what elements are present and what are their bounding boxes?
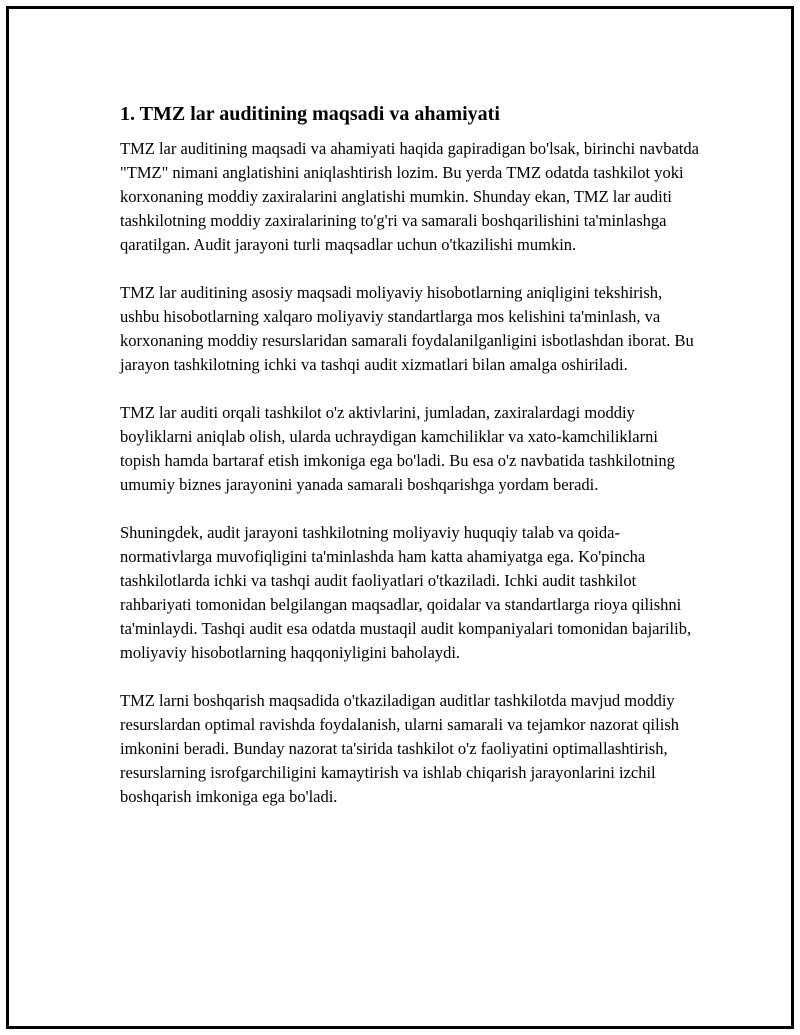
page-border: [6, 6, 794, 1029]
paragraph-2: TMZ lar auditining asosiy maqsadi moliyaviy hisobotlarning aniqligini tekshirish, ushbu hisobotlarning xalqaro moliyaviy standartlarga mos kelishini ta'minlash, va korxonaning moddiy resurslaridan samarali foydalanilganligini isbotlashdan iborat. Bu jarayon tashkilotning ichki va tashqi audit xizmatlari bilan amalga oshiriladi.: [120, 283, 694, 374]
section-heading: 1. TMZ lar auditining maqsadi va ahamiyati: [120, 103, 500, 125]
document-body: [120, 101, 700, 833]
paragraph-4: Shuningdek, audit jarayoni tashkilotning moliyaviy huquqiy talab va qoida-normativlarga muvofiqligini ta'minlashda ham katta ahamiyatga ega. Ko'pincha tashkilotlarda ichki va tashqi audit faoliyatlari o'tkaziladi. Ichki audit tashkilot rahbariyati tomonidan belgilangan maqsadlar, qoidalar va standartlarga rioya qilishni ta'minlaydi. Tashqi audit esa odatda mustaqil audit kompaniyalari tomonidan bajarilib, moliyaviy hisobotlarning haqqoniyligini baholaydi.: [120, 523, 692, 662]
paragraph-1: TMZ lar auditining maqsadi va ahamiyati haqida gapiradigan bo'lsak, birinchi navbatda "TMZ" nimani anglatishini aniqlashtirish lozim. Bu yerda TMZ odatda tashkilot yoki korxonaning moddiy zaxiralarini anglatishi mumkin. Shunday ekan, TMZ lar auditi tashkilotning moddiy zaxiralarining to'g'ri va samarali boshqarilishini ta'minlashga qaratilgan. Audit jarayoni turli maqsadlar uchun o'tkazilishi mumkin.: [120, 139, 699, 254]
paragraph-3: TMZ lar auditi orqali tashkilot o'z aktivlarini, jumladan, zaxiralardagi moddiy boyliklarni aniqlab olish, ularda uchraydigan kamchiliklar va xato-kamchiliklarni topish hamda bartaraf etish imkoniga ega bo'ladi. Bu esa o'z navbatida tashkilotning umumiy biznes jarayonini yanada samarali boshqarishga yordam beradi.: [120, 403, 675, 494]
paragraph-5: TMZ larni boshqarish maqsadida o'tkaziladigan auditlar tashkilotda mavjud moddiy resurslardan optimal ravishda foydalanish, ularni samarali va tejamkor nazorat qilish imkonini beradi. Bunday nazorat ta'sirida tashkilot o'z faoliyatini optimallashtirish, resurslarning isrofgarchiligini kamaytirish va ishlab chiqarish jarayonlarini izchil boshqarish imkoniga ega bo'ladi.: [120, 691, 679, 806]
